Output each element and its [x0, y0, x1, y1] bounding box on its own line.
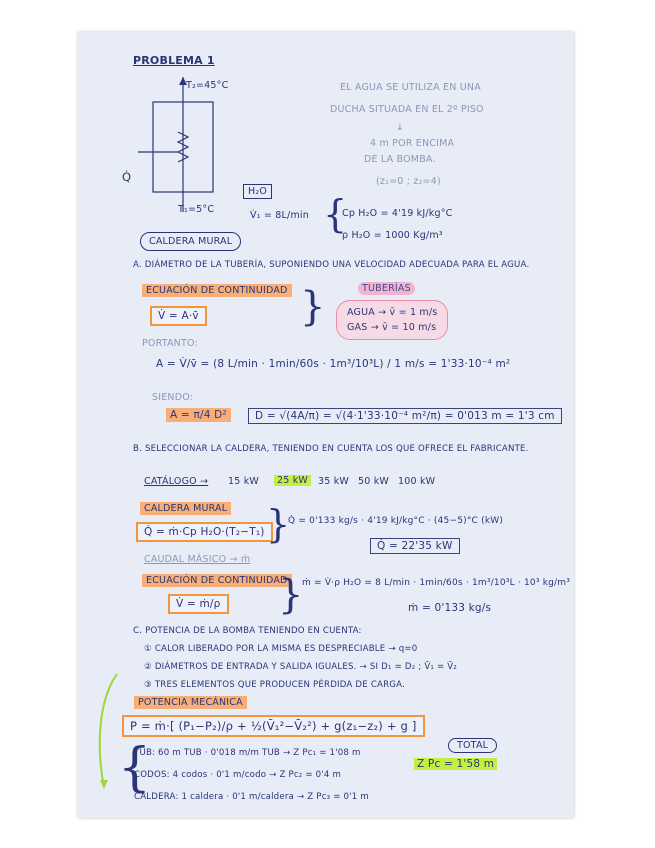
- catalog-option[interactable]: 15 kW: [228, 476, 260, 487]
- energy-result: Q̇ = 22'35 kW: [370, 538, 460, 554]
- section-c-title: C. POTENCIA DE LA BOMBA TENIENDO EN CUENTA:: [133, 626, 362, 636]
- heat-flow-label: Q̇: [122, 170, 132, 184]
- pipe-gas-velocity: GAS → v̄ = 10 m/s: [347, 322, 437, 333]
- power-equation: P = ṁ·[ (P₁−P₂)/ρ + ½(V̄₁²−V̄₂²) + g(z₁−z₂) + g ]: [122, 715, 425, 737]
- density-value: ρ H₂O = 1000 Kg/m³: [342, 230, 443, 241]
- power-label: POTENCIA MECÁNICA: [134, 696, 247, 709]
- note-line: ↓: [396, 122, 405, 133]
- problem-title: PROBLEMA 1: [133, 54, 215, 67]
- continuity-label: ECUACIÓN DE CONTINUIDAD: [142, 284, 292, 297]
- loss-item: CALDERA: 1 caldera · 0'1 m/caldera → Z Pc₃ = 0'1 m: [134, 792, 369, 802]
- area-equation: A = V̇/v̄ = (8 L/min · 1min/60s · 1m³/10³L) / 1 m/s = 1'33·10⁻⁴ m²: [156, 358, 511, 370]
- siendo-label: SIENDO:: [152, 392, 194, 403]
- catalog-option-selected[interactable]: 25 kW: [274, 475, 311, 486]
- condition-item: ③ TRES ELEMENTOS QUE PRODUCEN PÉRDIDA DE CARGA.: [144, 680, 405, 690]
- note-line: 4 m POR ENCIMA: [370, 138, 455, 149]
- heater-diagram: [138, 77, 248, 217]
- portanto-label: PORTANTO:: [142, 338, 198, 349]
- catalog-label: CATÁLOGO →: [144, 476, 209, 487]
- energy-calculation: Q̇ = 0'133 kg/s · 4'19 kJ/kg°C · (45−5)°C (kW): [288, 516, 504, 526]
- energy-equation: Q̇ = ṁ·Cp H₂O·(T₂−T₁): [136, 522, 273, 542]
- note-line: DE LA BOMBA.: [364, 154, 436, 165]
- diameter-equation: D = √(4A/π) = √(4·1'33·10⁻⁴ m²/π) = 0'013 m = 1'3 cm: [248, 408, 562, 424]
- total-label: TOTAL: [448, 738, 497, 753]
- catalog-option[interactable]: 100 kW: [398, 476, 436, 487]
- catalog-option[interactable]: 50 kW: [358, 476, 390, 487]
- t2-label: T₂=45°C: [186, 80, 229, 91]
- section-b-title: B. SELECCIONAR LA CALDERA, TENIENDO EN CUENTA LOS QUE OFRECE EL FABRICANTE.: [133, 444, 529, 454]
- pipe-water-velocity: AGUA → v̄ = 1 m/s: [347, 307, 438, 318]
- loss-item: TUB: 60 m TUB · 0'018 m/m TUB → Z Pc₁ = 1'08 m: [134, 748, 361, 758]
- cp-value: Cp H₂O = 4'19 kJ/kg°C: [342, 208, 453, 219]
- notebook-page: PROBLEMA 1 T₂=45°C Q̇ T₁=5°C H₂O V̇₁ = 8L/min CALDERA MURAL EL AGUA SE UTILIZA EN UNA DUCHA SITUADA EN EL 2º PISO ↓ 4 m POR ENCIMA DE LA BOMBA. (z₁=0 ; z₂=4) { Cp H₂O = 4'19 kJ/kg°C ρ H₂O = 1000 Kg/m³ A. DIÁMETRO DE LA TUBERÍA, SUPONIENDO UNA VELOCIDAD ADECUADA PARA EL AGUA. ECUACIÓN DE CONTINUIDAD V̇ = A·v̄ } TUBERÍAS AGUA → v̄ = 1 m/s GAS → v̄ = 10 m/s PORTANTO: A = V̇/v̄ = (8 L/min · 1min/60s · 1m³/10³L) / 1 m/s = 1'33·10⁻⁴ m² SIENDO: A = π/4 D² D = √(4A/π) = √(4·1'33·10⁻⁴ m²/π) = 0'013 m = 1'3 cm B. SELECCIONAR LA CALDERA, TENIENDO EN CUENTA LOS QUE OFRECE EL FABRICANTE. CATÁLOGO → 15 kW 25 kW 35 kW 50 kW 100 kW CALDERA MURAL Q̇ = ṁ·Cp H₂O·(T₂−T₁) } Q̇ = 0'133 kg/s · 4'19 kJ/kg°C · (45−5)°C (kW) Q̇ = 22'35 kW CAUDAL MÁSICO → ṁ ECUACIÓN DE CONTINUIDAD V̇ = ṁ/ρ } ṁ = V̇·ρ H₂O = 8 L/min · 1min/60s · 1m³/10³L · 10³ kg/m³ ṁ = 0'133 kg/s C. POTENCIA DE LA BOMBA TENIENDO EN CUENTA: ① CALOR LIBERADO POR LA MISMA ES DESPRECIABLE → q=0 ② DIÁMETROS DE ENTRADA Y SALIDA IGUALES. → SI D₁ = D₂ ; V̄₁ = V̄₂ ③ TRES ELEMENTOS QUE PRODUCEN PÉRDIDA DE CARGA. POTENCIA MECÁNICA P = ṁ·[ (P₁−P₂)/ρ + ½(V̄₁²−V̄₂²) + g(z₁−z₂) + g ] { TUB: 60 m TUB · 0'018 m/m TUB → Z Pc₁ = 1'08 m CODOS: 4 codos · 0'1 m/codo → Z Pc₂ = 0'4 m CALDERA: 1 caldera · 0'1 m/caldera → Z Pc₃ = 0'1 m TOTAL Z Pc = 1'58 m: [78, 32, 574, 818]
- mass-continuity-equation: V̇ = ṁ/ρ: [168, 594, 229, 614]
- continuity-equation: V̇ = A·v̄: [150, 306, 207, 326]
- pipes-cloud: [336, 300, 448, 340]
- note-line: DUCHA SITUADA EN EL 2º PISO: [330, 104, 484, 115]
- loss-item: CODOS: 4 codos · 0'1 m/codo → Z Pc₂ = 0'4 m: [134, 770, 342, 780]
- pipes-label: TUBERÍAS: [358, 282, 415, 295]
- boiler-label: CALDERA MURAL: [140, 232, 241, 251]
- catalog-option[interactable]: 35 kW: [318, 476, 350, 487]
- total-loss: Z Pc = 1'58 m: [414, 758, 497, 770]
- note-line: (z₁=0 ; z₂=4): [376, 176, 441, 187]
- mass-flow-calculation: ṁ = V̇·ρ H₂O = 8 L/min · 1min/60s · 1m³/10³L · 10³ kg/m³: [302, 578, 571, 588]
- mass-flow-result: ṁ = 0'133 kg/s: [408, 602, 492, 614]
- condition-item: ② DIÁMETROS DE ENTRADA Y SALIDA IGUALES. → SI D₁ = D₂ ; V̄₁ = V̄₂: [144, 662, 458, 672]
- area-formula: A = π/4 D²: [166, 408, 231, 422]
- note-line: EL AGUA SE UTILIZA EN UNA: [340, 82, 481, 93]
- caudal-label: CAUDAL MÁSICO → ṁ: [144, 554, 251, 565]
- water-label: H₂O: [243, 184, 272, 199]
- caldera-mural-label: CALDERA MURAL: [140, 502, 231, 515]
- continuity-label-b: ECUACIÓN DE CONTINUIDAD: [142, 574, 292, 587]
- t1-label: T₁=5°C: [178, 204, 215, 215]
- flow-rate: V̇₁ = 8L/min: [250, 210, 309, 221]
- condition-item: ① CALOR LIBERADO POR LA MISMA ES DESPRECIABLE → q=0: [144, 644, 418, 654]
- section-a-title: A. DIÁMETRO DE LA TUBERÍA, SUPONIENDO UNA VELOCIDAD ADECUADA PARA EL AGUA.: [133, 260, 530, 270]
